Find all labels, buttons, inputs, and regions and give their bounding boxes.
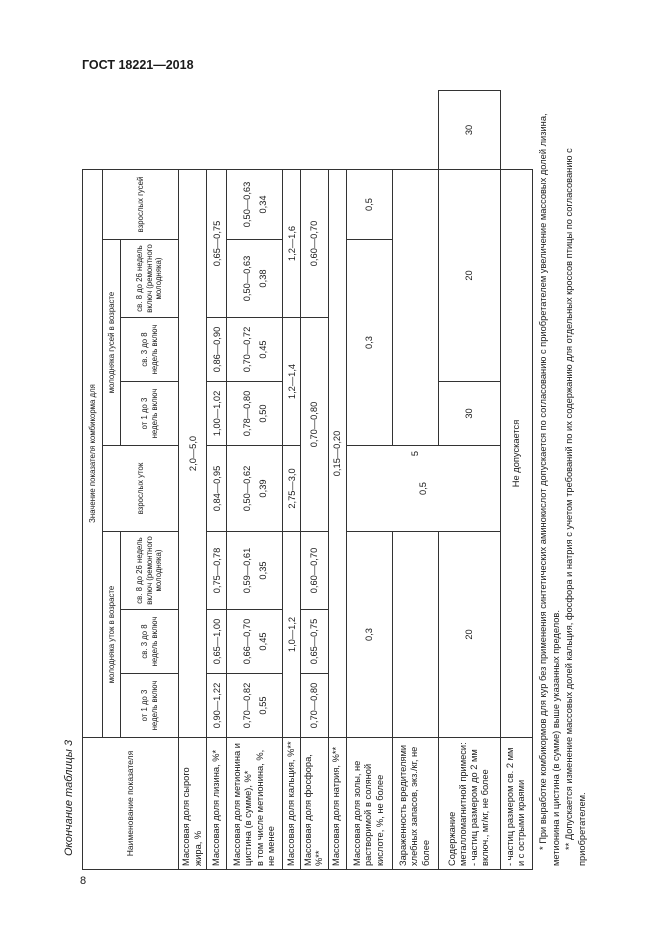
row-name-ash: Массовая доля золы, не растворимой в соляной кислоте, %, не более [346,738,392,870]
row-name-pests: Зараженность вредителями хлебных запасов, экз./кг, не более [392,738,438,870]
methionine-total-3: 0,59—0,61 [241,547,252,594]
value-ash-goslings: 0,3 [346,240,392,446]
table-caption: Окончание таблицы 3 [63,739,75,856]
standard-header: ГОСТ 18221—2018 [82,58,194,72]
value-lysine-78: 0,65—0,75 [207,169,227,317]
feed-requirements-table [82,90,533,870]
value-calcium-ducklings: 1,0—1,2 [283,532,301,738]
table-row [301,91,329,870]
rotated-page-area [60,90,605,870]
value-methionine-5 [227,382,283,446]
table-row [392,91,438,870]
table-sheet [82,90,589,870]
goose-age-8-26-header: св. 8 до 26 недель включ (ремонтного молодняка) [121,240,179,318]
row-name-fat: Массовая доля сырого жира, % [179,738,207,870]
row-name-phosphorus: Массовая доля фосфора, %** [301,738,329,870]
methionine-min-5: 0,50 [257,404,268,423]
table-row [283,91,301,870]
value-fat: 2,0—5,0 [179,169,207,737]
goslings-header: молодняка гусей в возрасте [103,240,121,446]
row-name-metal-large: - частиц размером св. 2 мм и с острыми краями [500,738,532,870]
row-name-calcium: Массовая доля кальция, %** [283,738,301,870]
value-methionine-8 [227,169,283,239]
methionine-min-1: 0,55 [257,696,268,715]
methionine-name-line1: Массовая доля метионина и цистина (в сумме), %* [231,743,254,866]
table-row [328,91,346,870]
value-ash-ducklings: 0,3 [346,532,392,738]
methionine-min-7: 0,38 [257,269,268,288]
ducklings-header: молодняка уток в возрасте [103,532,121,738]
value-methionine-2 [227,610,283,674]
methionine-total-2: 0,66—0,70 [241,618,252,665]
methionine-total-1: 0,70—0,82 [241,682,252,729]
rotated-content [60,90,605,870]
metal-name-line2: - частиц размером до 2 мм включ., мг/кг, не более [469,749,491,866]
row-name-lysine: Массовая доля лизина, %* [207,738,227,870]
value-lysine-4: 0,84—0,95 [207,446,227,532]
adult-geese-header: взрослых гусей [103,169,179,239]
goose-age-1-3-header: от 1 до 3 недель включ [121,382,179,446]
value-ash-adult-ducks: 0,5 [346,446,500,532]
row-name-metal [438,738,500,870]
duck-age-3-8-header: св. 3 до 8 недель включ [121,610,179,674]
value-methionine-1 [227,674,283,738]
note-2: ** Допускается изменение массовых долей кальция, фосфора и натрия с учетом требований по их содержанию для отдельных кроссов птицы по согласованию с приобретателем. [563,148,587,866]
methionine-min-6: 0,45 [257,340,268,359]
metal-name-line1: Содержание металломагнитной примеси: [446,742,468,866]
table-row [227,91,283,870]
goose-age-3-8-header: св. 3 до 8 недель включ [121,318,179,382]
value-ash-adult-geese: 0,5 [346,169,392,239]
value-lysine-1: 0,90—1,22 [207,674,227,738]
value-methionine-4 [227,446,283,532]
value-group-header: Значение показателя комбикорма для [83,169,103,737]
methionine-total-7: 0,50—0,63 [241,255,252,302]
methionine-min-8: 0,34 [257,195,268,214]
value-metal-large: Не допускается [500,169,532,737]
value-lysine-5: 1,00—1,02 [207,382,227,446]
table-row [179,91,207,870]
value-calcium-geese-tail: 1,2—1,6 [283,169,301,317]
value-sodium: 0,15—0,20 [328,169,346,737]
table-notes [537,90,589,870]
note-1: * При выработке комбикормов для кур без применения синтетических аминокислот допускается по согласованию с приобретателем увеличение массовых долей лизина, метионина и цистина (в сумме) выше указанных пределов. [537,113,561,866]
methionine-min-2: 0,45 [257,632,268,651]
duck-age-1-3-header: от 1 до 3 недель включ [121,674,179,738]
value-methionine-3 [227,532,283,610]
methionine-total-6: 0,70—0,72 [241,326,252,373]
value-phosphorus-goslings: 0,70—0,80 [301,318,329,532]
value-lysine-6: 0,86—0,90 [207,318,227,382]
methionine-total-8: 0,50—0,63 [241,181,252,228]
value-lysine-3: 0,75—0,78 [207,532,227,610]
methionine-min-4: 0,39 [257,479,268,498]
row-name-sodium: Массовая доля натрия, %** [328,738,346,870]
value-phosphorus-1: 0,70—0,80 [301,674,329,738]
value-phosphorus-2: 0,65—0,75 [301,610,329,674]
table-row [346,91,392,870]
value-phosphorus-3: 0,60—0,70 [301,532,329,610]
methionine-min-3: 0,35 [257,561,268,580]
page-number: 8 [80,875,87,887]
table-row [500,91,532,870]
value-metal-goslings: 20 [438,169,500,381]
methionine-total-4: 0,50—0,62 [241,465,252,512]
indicator-name-header: Наименование показателя [83,738,179,870]
value-pests: 5 [392,169,438,737]
value-metal-adult-ducks: 30 [438,382,500,446]
table-row [207,91,227,870]
value-metal-ducklings: 20 [438,532,500,738]
value-metal-adult-geese: 30 [438,91,500,170]
value-calcium-adult-ducks: 2,75—3,0 [283,446,301,532]
adult-ducks-header: взрослых уток [103,446,179,532]
duck-age-8-26-header: св. 8 до 26 недель включ (ремонтного молодняка) [121,532,179,610]
value-calcium-goslings: 1,2—1,4 [283,318,301,446]
value-lysine-2: 0,65—1,00 [207,610,227,674]
methionine-name-line2: в том числе метионина, %, не менее [254,749,276,866]
value-phosphorus-geese-tail: 0,60—0,70 [301,169,329,317]
value-methionine-6 [227,318,283,382]
methionine-total-5: 0,78—0,80 [241,390,252,437]
value-methionine-7 [227,240,283,318]
row-name-methionine [227,738,283,870]
